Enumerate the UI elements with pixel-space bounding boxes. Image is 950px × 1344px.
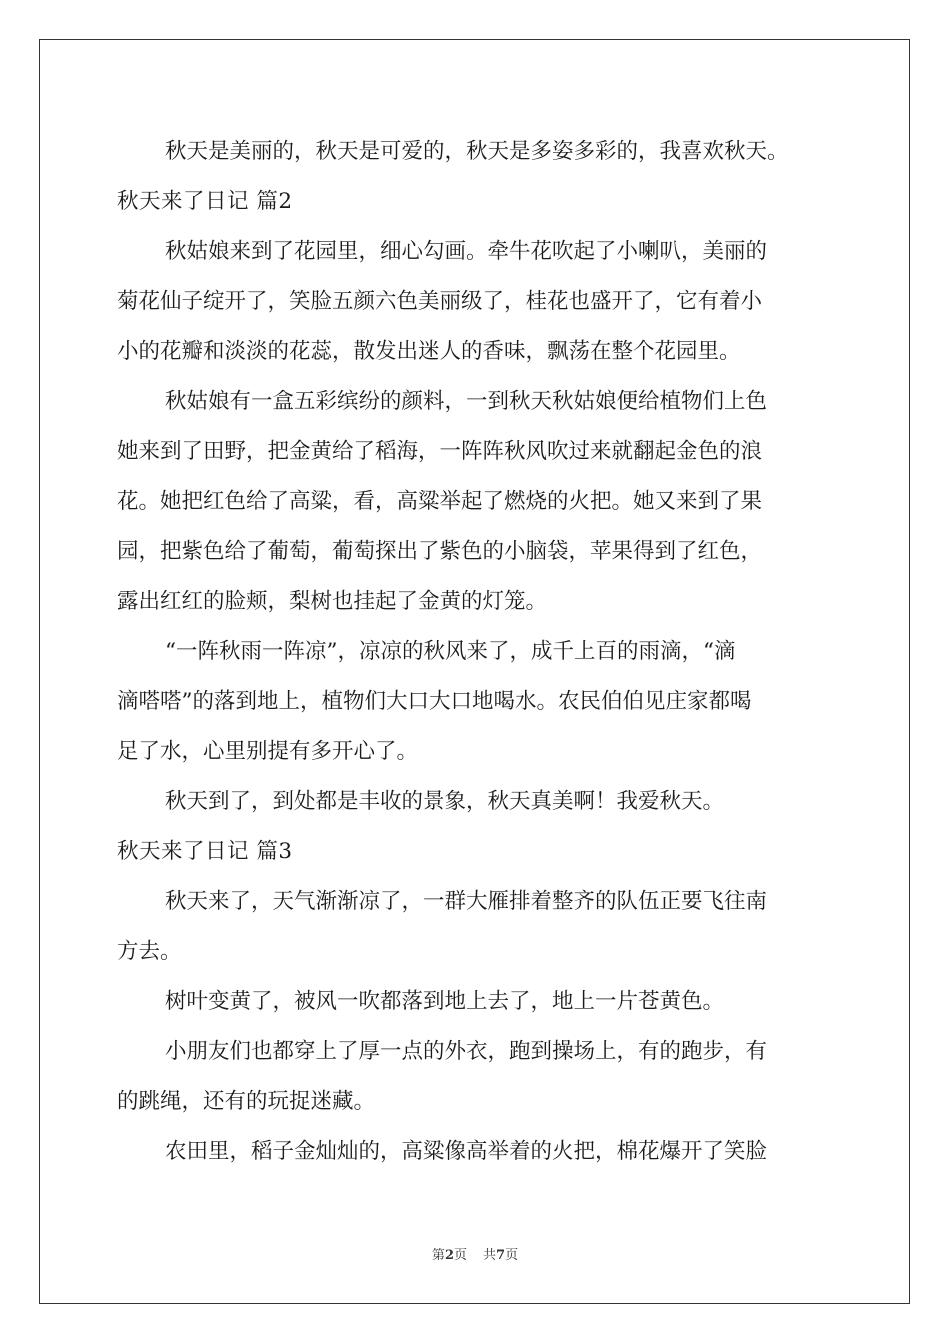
paragraph-line: 小的花瓣和淡淡的花蕊，散发出迷人的香味，飘荡在整个花园里。 [117,339,741,364]
paragraph-line: 她来到了田野，把金黄给了稻海，一阵阵秋风吹过来就翻起金色的浪 [117,439,763,464]
section-heading: 秋天来了日记 篇3 [117,839,293,864]
paragraph-line: 的跳绳，还有的玩捉迷藏。 [117,1089,376,1114]
paragraph-line: 农田里，稻子金灿灿的，高粱像高举着的火把，棉花爆开了笑脸 [165,1139,768,1164]
page-number-suffix: 页 [453,1248,467,1263]
document-body [117,127,833,1177]
page-number-current: 2 [444,1248,454,1263]
page-total-prefix: 共 [483,1248,497,1263]
paragraph-line: 小朋友们也都穿上了厚一点的外衣，跑到操场上，有的跑步，有 [165,1039,768,1064]
paragraph-line: 足了水，心里别提有多开心了。 [117,739,419,764]
paragraph-line: 树叶变黄了，被风一吹都落到地上去了，地上一片苍黄色。 [165,989,725,1014]
paragraph-line: 露出红红的脸颊，梨树也挂起了金黄的灯笼。 [117,589,548,614]
paragraph-line: 秋天是美丽的，秋天是可爱的，秋天是多姿多彩的，我喜欢秋天。 [165,139,789,164]
paragraph-line: “一阵秋雨一阵凉”，凉凉的秋风来了，成千上百的雨滴，“滴 [165,639,736,664]
page-footer [0,1244,950,1263]
paragraph-line: 方去。 [117,939,182,964]
section-heading: 秋天来了日记 篇2 [117,189,293,214]
paragraph-line: 菊花仙子绽开了，笑脸五颜六色美丽级了，桂花也盛开了，它有着小 [117,289,763,314]
paragraph-line: 花。她把红色给了高粱，看，高粱举起了燃烧的火把。她又来到了果 [117,489,763,514]
paragraph-line: 秋天到了，到处都是丰收的景象，秋天真美啊！我爱秋天。 [165,789,725,814]
paragraph-line: 园，把紫色给了葡萄，葡萄探出了紫色的小脑袋，苹果得到了红色， [117,539,763,564]
paragraph-line: 滴嗒嗒”的落到地上，植物们大口大口地喝水。农民伯伯见庄家都喝 [117,689,752,714]
paragraph-line: 秋姑娘来到了花园里，细心勾画。牵牛花吹起了小喇叭，美丽的 [165,239,768,264]
page-total-suffix: 页 [505,1248,519,1263]
paragraph-line: 秋姑娘有一盒五彩缤纷的颜料，一到秋天秋姑娘便给植物们上色 [165,389,768,414]
paragraph-line: 秋天来了，天气渐渐凉了，一群大雁排着整齐的队伍正要飞往南 [165,889,768,914]
page-total: 7 [496,1248,506,1263]
page-number-prefix: 第 [431,1248,445,1263]
